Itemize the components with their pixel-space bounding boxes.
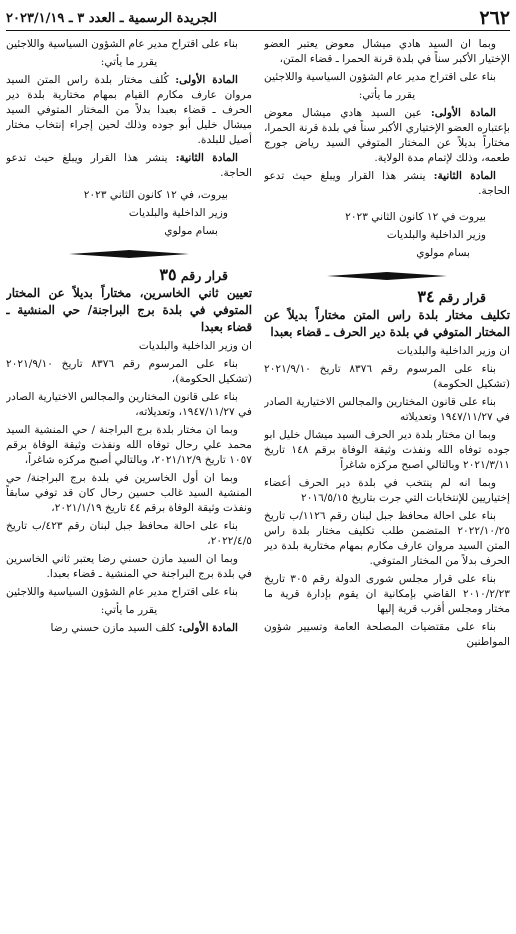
place-date: بيروت، في ١٢ كانون الثاني ٢٠٢٣ — [83, 189, 228, 201]
minister-title: وزير الداخلية والبلديات — [128, 207, 228, 219]
decree-34-title — [264, 289, 510, 305]
article-one — [6, 621, 252, 636]
considerant: بناء على احالة محافظ جبل لبنان رقم ٤٢٣/ب تاريخ ٢٠٢٢/٤/٥، — [6, 520, 252, 547]
considerant: بناء على قانون المختارين والمجالس الاختيارية الصادر في ١٩٤٧/١١/٢٧ وتعديلاته — [264, 396, 510, 423]
decree-number: ٣٥ — [159, 265, 177, 284]
minister-name: بسام مولوي — [164, 225, 218, 237]
section-divider — [6, 249, 252, 259]
decree-35-title — [6, 267, 252, 283]
article-label: المادة الأولى: — [178, 622, 238, 634]
page-header — [6, 6, 510, 31]
article-two — [264, 169, 510, 199]
article-one — [6, 73, 252, 148]
considerant: بناء على مقتضيات المصلحة العامة وتسيير شؤون المواطنين — [264, 621, 510, 648]
article-two — [6, 151, 252, 181]
article-label: المادة الأولى: — [175, 74, 238, 86]
decree-heading: قرار رقم — [438, 290, 486, 305]
columns — [6, 37, 510, 927]
text-paragraph: بناء على اقتراح مدير عام الشؤون السياسية واللاجئين — [264, 71, 496, 83]
considerant: وبما ان السيد مازن حسني رضا يعتبر ثاني الخاسرين في بلدة برج البراجنة حي المنشية ـ قضاء بعبدا. — [6, 553, 252, 580]
considerant: وبما ان مختار بلدة برج البراجنة / حي المنشية السيد محمد علي رحال توفاه الله ونفذت وثيقة الوفاة برقم ١٠٥٧ تاريخ ٢٠٢١/١٢/٩، وبالتالي أصبح مركزه شاغراً، — [6, 424, 252, 466]
considerant: بناء على قرار مجلس شورى الدولة رقم ٣٠٥ تاريخ ٢٠١٠/٢/٢٣ القاضي بإمكانية ان يقوم بإدارة قرية ما مختار ومجلس أقرب قرية إليها — [264, 573, 510, 615]
decree-35-subject: تعيين ثاني الخاسرين، مختاراً بديلاً عن المختار المتوفي في بلدة برج البراجنة/ حي المنشية ـ قضاء بعبدا — [6, 286, 252, 334]
article-text: كلف السيد مازن حسني رضا — [50, 622, 179, 634]
article-text: كُلف مختار بلدة راس المتن السيد مروان عارف مكارم القيام بمهام مختارية بلدة دير الحرف ـ قضاء بعبدا بدلاً من المختار المتوفي السيد ميشال خليل أبو جوده وذلك لحين إجراء إنتخاب مختار أصيل للبلدة. — [6, 74, 252, 146]
decides-line: يقرر ما يأتي: — [358, 89, 416, 101]
gazette-issue-title: الجريدة الرسمية ـ العدد ٣ ـ ٢٠٢٣/١/١٩ — [6, 10, 218, 26]
article-text: ينشر هذا القرار ويبلغ حيث تدعو الحاجة. — [264, 170, 510, 197]
considerant: وبما ان مختار بلدة دير الحرف السيد ميشال خليل ابو جوده توفاه الله ونفذت وثيقة الوفاة برقم ١٤٨ تاريخ ٢٠٢١/٣/١١ وبالتالي اصبح مركزه شاغراً — [264, 429, 510, 471]
decides-line: يقرر ما يأتي: — [100, 56, 158, 68]
considerant: بناء على المرسوم رقم ٨٣٧٦ تاريخ ٢٠٢١/٩/١٠ (تشكيل الحكومة) — [264, 363, 510, 390]
decree-issuer: ان وزير الداخلية والبلديات — [138, 340, 252, 352]
decree-number: ٣٤ — [417, 287, 435, 306]
decree-34-subject: تكليف مختار بلدة راس المتن مختاراً بديلاً عن المختار المتوفي في بلدة دير الحرف ـ قضاء بعبدا — [264, 308, 510, 339]
right-column — [264, 37, 510, 927]
considerant: بناء على اقتراح مدير عام الشؤون السياسية واللاجئين — [6, 586, 238, 598]
text-paragraph: وبما ان السيد هادي ميشال معوض يعتبر العضو الإختيار الأكبر سناً في بلدة قرنة الحمرا ـ قضاء المتن، — [264, 38, 510, 65]
left-column — [6, 37, 252, 927]
minister-name: بسام مولوي — [416, 247, 470, 259]
article-label: المادة الثانية: — [175, 152, 238, 164]
article-one — [264, 106, 510, 166]
place-date: بيروت في ١٢ كانون الثاني ٢٠٢٣ — [345, 211, 486, 223]
page-number: ٢٦٢ — [479, 7, 510, 29]
minister-title: وزير الداخلية والبلديات — [386, 229, 486, 241]
text-paragraph: بناء على اقتراح مدير عام الشؤون السياسية واللاجئين — [6, 38, 238, 50]
considerant: بناء على قانون المختارين والمجالس الاختيارية الصادر في ١٩٤٧/١١/٢٧، وتعديلاته، — [6, 391, 252, 418]
considerant: بناء على المرسوم رقم ٨٣٧٦ تاريخ ٢٠٢١/٩/١٠ (تشكيل الحكومة)، — [6, 358, 252, 385]
considerant: وبما ان أول الخاسرين في بلدة برج البراجنة/ حي المنشية السيد غالب حسين رحال كان قد توفي سابقاً ونفذت وثيقة الوفاة برقم ٤٤ تاريخ ٢٠٢١/١/١٩، — [6, 472, 252, 514]
article-text: ينشر هذا القرار ويبلغ حيث تدعو الحاجة. — [6, 152, 252, 179]
decree-issuer: ان وزير الداخلية والبلديات — [396, 345, 510, 357]
article-label: المادة الأولى: — [430, 107, 496, 119]
section-divider — [264, 271, 510, 281]
article-text: عين السيد هادي ميشال معوض بإعتباره العضو الإختياري الأكبر سناً في بلدة قرنة الحمرا، مختاراً بديلاً عن المختار المتوفي السيد رياض جورج طعمه، وذلك لإتمام مدة الولاية. — [264, 107, 510, 164]
decree-heading: قرار رقم — [180, 268, 228, 283]
article-label: المادة الثانية: — [433, 170, 496, 182]
decides-line: يقرر ما يأتي: — [100, 604, 158, 616]
considerant: وبما انه لم ينتخب في بلدة دير الحرف أعضاء إختياريين للإنتخابات التي جرت بتاريخ ٢٠١٦/٥/١٥ — [264, 477, 510, 504]
considerant: بناء على احالة محافظ جبل لبنان رقم ١١٢٦/ب تاريخ ٢٠٢٢/١٠/٢٥ المتضمن طلب تكليف مختار بلدة راس المتن السيد مروان عارف مكارم بمهام مختارية بلدة دير الحرف بدلاً من المختار المتوفي. — [264, 510, 510, 567]
